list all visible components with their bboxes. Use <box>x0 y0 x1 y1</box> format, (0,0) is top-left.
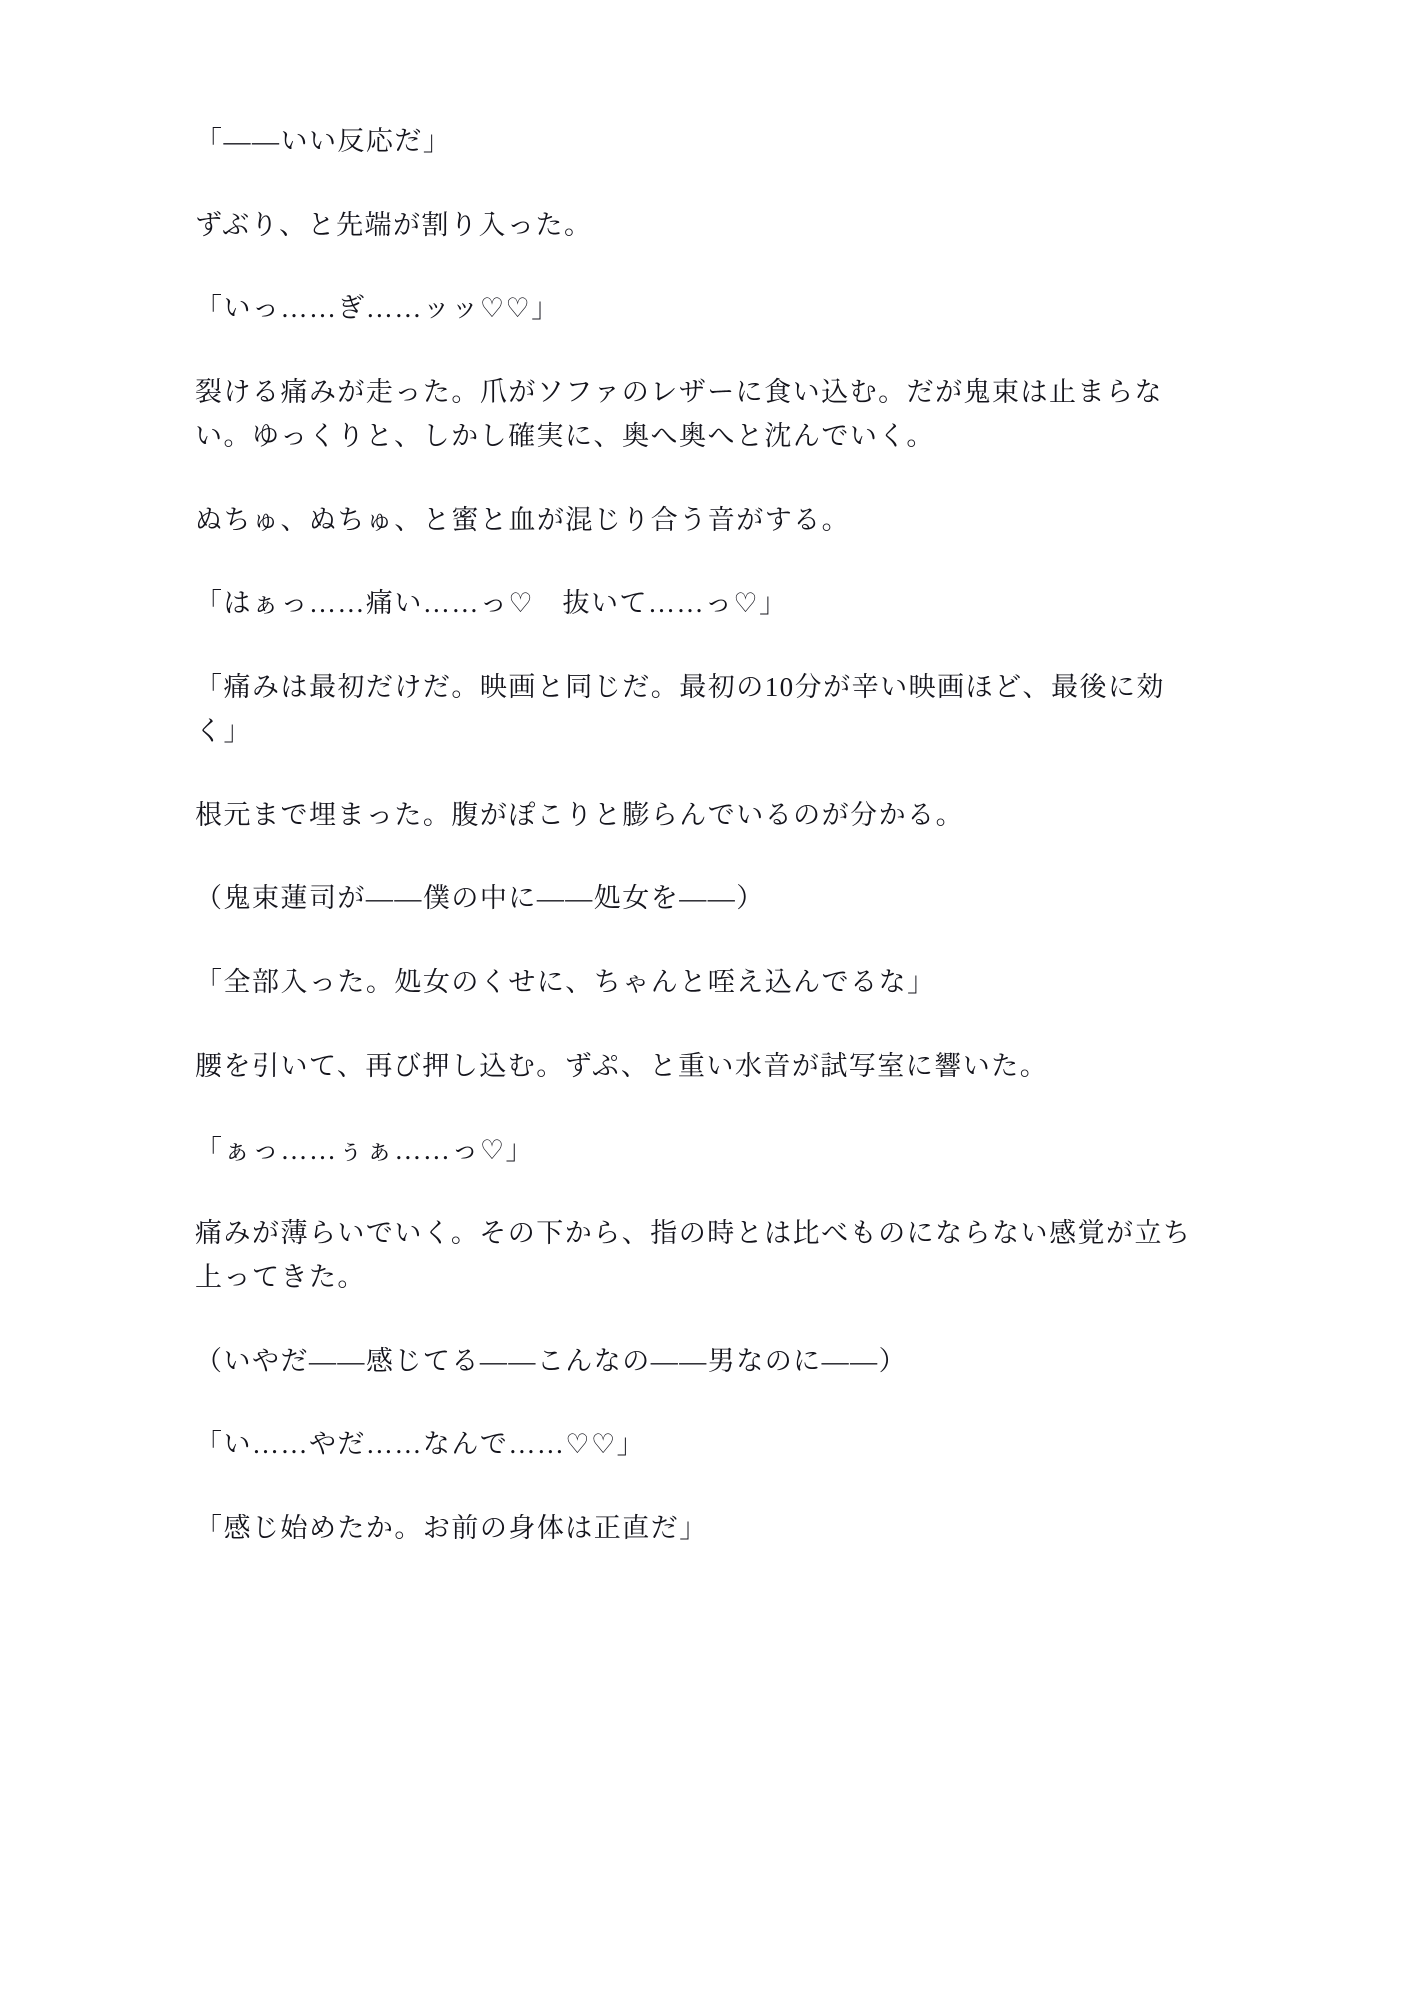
paragraph: 裂ける痛みが走った。爪がソファのレザーに食い込む。だが鬼束は止まらない。ゆっくりと、しかし確実に、奥へ奥へと沈んでいく。 <box>195 377 1163 451</box>
paragraph: 根元まで埋まった。腹がぽこりと膨らんでいるのが分かる。 <box>195 799 965 830</box>
paragraph: 「痛みは最初だけだ。映画と同じだ。最初の10分が辛い映画ほど、最後に効く」 <box>195 672 1165 746</box>
paragraph: ずぶり、と先端が割り入った。 <box>195 209 593 240</box>
body-text <box>195 120 1265 1551</box>
paragraph: 「――いい反応だ」 <box>195 126 452 156</box>
paragraph: （鬼束蓮司が――僕の中に――処女を――） <box>195 883 765 914</box>
paragraph: 「ぁっ……ぅぁ……っ♡」 <box>195 1134 535 1165</box>
paragraph: 「いっ……ぎ……ッッ♡♡」 <box>195 293 560 324</box>
paragraph: 痛みが薄らいでいく。その下から、指の時とは比べものにならない感覚が立ち上ってきた。 <box>195 1218 1192 1293</box>
paragraph: 「い……やだ……なんで……♡♡」 <box>195 1429 646 1460</box>
paragraph: 腰を引いて、再び押し込む。ずぷ、と重い水音が試写室に響いた。 <box>195 1050 1049 1081</box>
paragraph: ぬちゅ、ぬちゅ、と蜜と血が混じり合う音がする。 <box>195 504 851 535</box>
paragraph: 「全部入った。処女のくせに、ちゃんと咥え込んでるな」 <box>195 967 936 998</box>
paragraph: （いやだ――感じてる――こんなの――男なのに――） <box>195 1345 908 1376</box>
paragraph: 「はぁっ……痛い……っ♡ 抜いて……っ♡」 <box>195 588 788 619</box>
paragraph: 「感じ始めたか。お前の身体は正直だ」 <box>195 1513 708 1544</box>
